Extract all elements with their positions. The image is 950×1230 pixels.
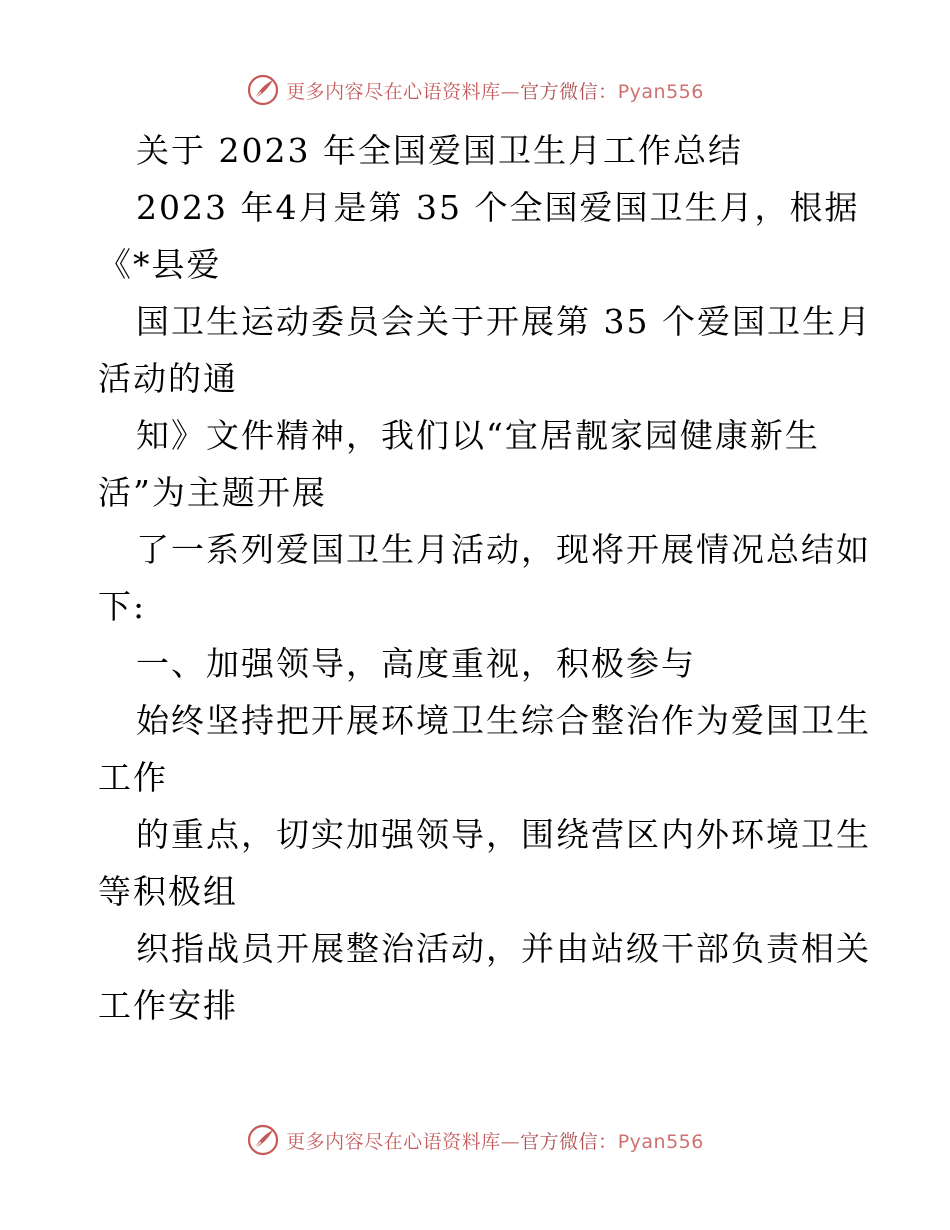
- footer-watermark: [0, 1120, 950, 1160]
- document-body: [98, 122, 872, 1034]
- watermark-site: 更多内容尽在心语资料库: [286, 1130, 501, 1153]
- watermark-id: Pyan556: [617, 80, 704, 103]
- watermark-separator: —: [500, 1130, 521, 1153]
- text-line: 下:: [98, 587, 147, 626]
- watermark-text: [286, 1127, 704, 1154]
- text-line: 始终坚持把开展环境卫生综合整治作为爱国卫生: [136, 701, 871, 740]
- watermark-text: [286, 77, 704, 104]
- text-line: 了一系列爱国卫生月活动，现将开展情况总结如: [136, 530, 871, 569]
- text-line: 织指战员开展整治活动，并由站级干部负责相关: [136, 929, 871, 968]
- header-watermark: [0, 70, 950, 110]
- watermark-label: 官方微信：: [520, 1130, 618, 1153]
- text-line: 知》文件精神，我们以“宜居靓家园健康新生: [136, 416, 820, 455]
- text-line: 关于 2023 年全国爱国卫生月工作总结: [136, 131, 743, 170]
- watermark-site: 更多内容尽在心语资料库: [286, 80, 501, 103]
- text-line: 活动的通: [98, 359, 238, 398]
- text-line: 2023 年4月是第 35 个全国爱国卫生月，根据: [136, 188, 860, 227]
- text-line: 的重点，切实加强领导，围绕营区内外环境卫生: [136, 815, 871, 854]
- watermark-id: Pyan556: [617, 1130, 704, 1153]
- text-line: 《*县爱: [98, 245, 222, 284]
- text-line: 等积极组: [98, 872, 238, 911]
- quill-logo-icon: [246, 73, 280, 107]
- text-line: 活”为主题开展: [98, 473, 327, 512]
- text-line: 国卫生运动委员会关于开展第 35 个爱国卫生月: [136, 302, 872, 341]
- quill-logo-icon: [246, 1123, 280, 1157]
- watermark-separator: —: [500, 80, 521, 103]
- text-line: 工作安排: [98, 986, 238, 1025]
- text-line: 工作: [98, 758, 168, 797]
- text-line: 一、加强领导，高度重视，积极参与: [136, 644, 696, 683]
- watermark-label: 官方微信：: [520, 80, 618, 103]
